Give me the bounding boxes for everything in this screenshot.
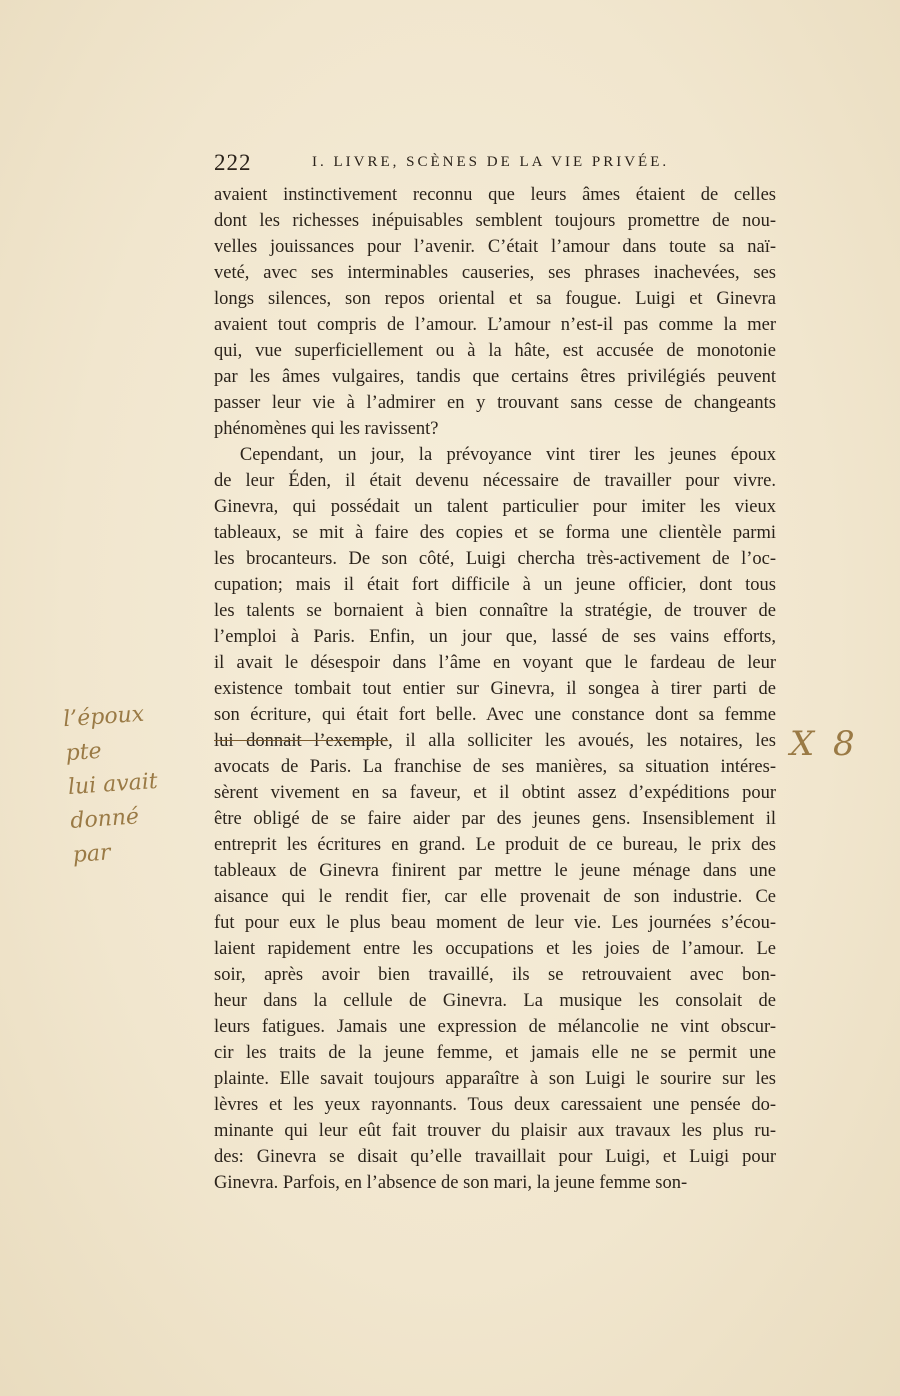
edited-text-line — [214, 728, 776, 754]
text-line: leurs fatigues. Jamais une expression de mélancolie ne vint obscur- — [214, 1017, 776, 1037]
margin-annotation-left — [62, 697, 163, 873]
text-line: les brocanteurs. De son côté, Luigi chercha très-activement de l’oc- — [214, 549, 776, 569]
text-line: lèvres et les yeux rayonnants. Tous deux caressaient une pensée do- — [214, 1095, 776, 1115]
text-line: Ginevra. Parfois, en l’absence de son mari, la jeune femme son- — [214, 1173, 688, 1193]
text-line: veté, avec ses interminables causeries, ses phrases inachevées, ses — [214, 263, 776, 283]
text-line: être obligé de se faire aider par des jeunes gens. Insensiblement il — [214, 809, 776, 829]
annotation-line: l’époux — [62, 701, 145, 733]
running-title: I. LIVRE, SCÈNES DE LA VIE PRIVÉE. — [312, 154, 670, 170]
text-line: laient rapidement entre les occupations et les joies de l’amour. Le — [214, 939, 776, 959]
annotation-line: donné — [69, 804, 140, 835]
text-line: phénomènes qui les ravissent? — [214, 419, 439, 439]
text-line: passer leur vie à l’admirer en y trouvant sans cesse de changeants — [214, 393, 776, 413]
text-line: les talents se bornaient à bien connaître la stratégie, de trouver de — [214, 601, 776, 621]
annotation-line: pte — [64, 738, 103, 767]
text-line: tableaux de Ginevra finirent par mettre le jeune ménage dans une — [214, 861, 776, 881]
text-line: qui, vue superficiellement ou à la hâte, est accusée de monotonie — [214, 341, 776, 361]
text-line: minante qui leur eût fait trouver du plaisir aux travaux les plus ru- — [214, 1121, 776, 1141]
struck-text: lui donnait l’exemple — [214, 731, 389, 751]
text-line: plainte. Elle savait toujours apparaître à son Luigi le sourire sur les — [214, 1069, 776, 1089]
text-line: cupation; mais il était fort difficile à un jeune officier, dont tous — [214, 575, 776, 595]
text-line: dont les richesses inépuisables semblent toujours promettre de nou- — [214, 211, 776, 231]
text-line: avaient instinctivement reconnu que leurs âmes étaient de celles — [214, 185, 776, 205]
margin-annotation-right: X 8 — [790, 724, 859, 764]
text-line: heur dans la cellule de Ginevra. La musique les consolait de — [214, 991, 776, 1011]
text-line: avaient tout compris de l’amour. L’amour n’est-il pas comme la mer — [214, 315, 776, 335]
annotation-line: par — [71, 840, 112, 868]
text-segment: , il alla solliciter les avoués, les notaires, les — [388, 731, 776, 751]
text-line: existence tombait tout entier sur Ginevra, il songea à tirer parti de — [214, 679, 776, 699]
text-line: fut pour eux le plus beau moment de leur vie. Les journées s’écou- — [214, 913, 776, 933]
text-line: cir les traits de la jeune femme, et jamais elle ne se permit une — [214, 1043, 776, 1063]
text-line: soir, après avoir bien travaillé, ils se retrouvaient avec bon- — [214, 965, 776, 985]
text-line: il avait le désespoir dans l’âme en voyant que le fardeau de leur — [214, 653, 776, 673]
text-line: sèrent vivement en sa faveur, et il obtint assez d’expéditions pour — [214, 783, 776, 803]
text-line: longs silences, son repos oriental et sa fougue. Luigi et Ginevra — [214, 289, 776, 309]
text-line: Cependant, un jour, la prévoyance vint tirer les jeunes époux — [239, 445, 776, 465]
text-line: aisance qui le rendit fier, car elle provenait de son industrie. Ce — [214, 887, 776, 907]
text-line: des: Ginevra se disait qu’elle travaillait pour Luigi, et Luigi pour — [214, 1147, 776, 1167]
page-header — [214, 150, 776, 178]
text-line: par les âmes vulgaires, tandis que certains êtres privilégiés peuvent — [214, 367, 776, 387]
text-line: l’emploi à Paris. Enfin, un jour que, lassé de ses vains efforts, — [214, 627, 776, 647]
annotation-line: lui avait — [67, 768, 159, 801]
text-line: Ginevra, qui possédait un talent particulier pour imiter les vieux — [214, 497, 776, 517]
text-line: velles jouissances pour l’avenir. C’était l’amour dans toute sa naï- — [214, 237, 776, 257]
text-line: son écriture, qui était fort belle. Avec une constance dont sa femme — [214, 705, 776, 725]
text-line: de leur Éden, il était devenu nécessaire de travailler pour vivre. — [214, 471, 776, 491]
text-line: entreprit les écritures en grand. Le produit de ce bureau, le prix des — [214, 835, 776, 855]
text-line: avocats de Paris. La franchise de ses manières, sa situation intéres- — [214, 757, 776, 777]
text-line: tableaux, se mit à faire des copies et se forma une clientèle parmi — [214, 523, 776, 543]
body-text — [214, 182, 776, 1196]
page-number: 222 — [214, 150, 252, 175]
